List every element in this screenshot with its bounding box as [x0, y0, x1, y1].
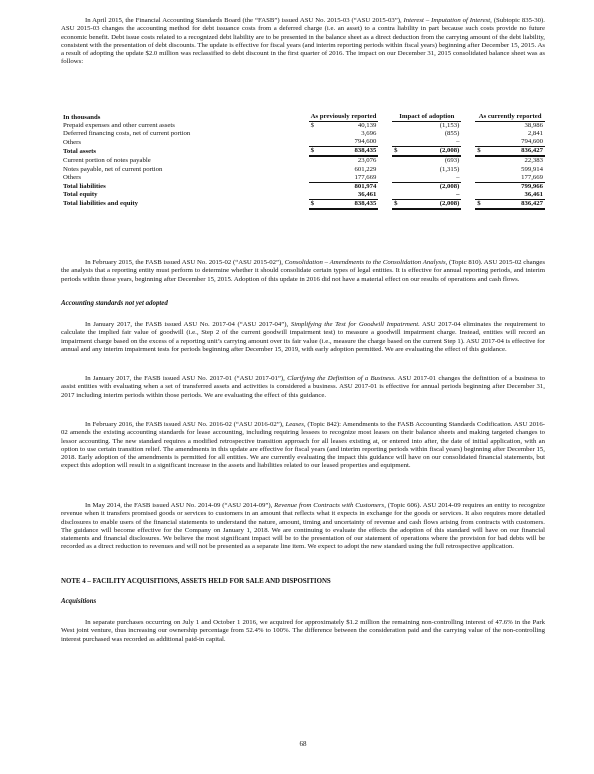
spacer: [461, 191, 475, 200]
text: ASU 2017-04 eliminates the requirement to calculate the implied fair value of goodwill (i.e., Step 2 of the current goodwill impairment test) to measure a goodwill impairment charge. Instead, entities will record an impairment charge based on the excess of a reporting unit’s carrying amount over its fair value (i.e., measure the charge based on the current Step 1). ASU 2017-04 is effective for annual and any interim impairment tests for periods beginning after December 15, 2019, with early adoption permitted. We are evaluating the effect of this guidance.: [61, 321, 545, 353]
row-label: Total liabilities and equity: [63, 200, 138, 208]
currency-symbol: $: [392, 147, 403, 157]
currency-symbol: [475, 191, 486, 200]
cell-value: 836,427: [486, 147, 545, 157]
spacer: [461, 122, 475, 131]
cell-value: 3,696: [361, 130, 377, 138]
row-label: Prepaid expenses and other current assets: [63, 121, 175, 129]
section-asu-2017-04: [61, 321, 545, 354]
table-row: [61, 147, 545, 157]
currency-symbol: [392, 130, 403, 138]
section-asu-2014-09: [61, 502, 545, 552]
spacer: [378, 191, 392, 200]
cell-value: 38,986: [524, 122, 543, 130]
spacer: [378, 156, 392, 165]
spacer: [378, 166, 392, 174]
col-header-previously: As previously reported: [309, 113, 379, 122]
table-row: [61, 122, 545, 131]
currency-symbol: [392, 166, 403, 174]
currency-symbol: [392, 122, 403, 131]
spacer: [378, 138, 392, 147]
table-row: [61, 199, 545, 209]
cell-value: 23,076: [357, 157, 377, 165]
cell-value: 599,914: [521, 165, 543, 173]
cell-value: (855): [444, 130, 460, 138]
currency-symbol: [475, 174, 486, 183]
paragraph-asu-2015-03: [61, 17, 545, 67]
cell-value: 799,966: [486, 182, 545, 191]
cell-value: –: [403, 191, 461, 200]
text: In January 2017, the FASB issued ASU No. 2017-01 (“ASU 2017-01”),: [85, 375, 288, 382]
cell-value: 836,427: [486, 199, 545, 209]
currency-symbol: [309, 156, 320, 165]
currency-symbol: [309, 174, 320, 183]
paragraph-asu-2014-09: [61, 502, 545, 552]
text: In February 2015, the FASB issued ASU No. 2015-02 (“ASU 2015-02”),: [85, 259, 285, 266]
currency-symbol: $: [310, 122, 314, 130]
col-header-currently: As currently reported: [475, 113, 545, 122]
row-label: Notes payable, net of current portion: [63, 165, 163, 173]
col-header-impact: Impact of adoption: [392, 113, 461, 122]
cell-value: (2,008): [403, 147, 461, 157]
cell-value: (693): [444, 157, 460, 165]
cell-value: 36,461: [320, 191, 379, 200]
cell-value: 794,600: [486, 138, 545, 147]
section-asu-2016-02: [61, 421, 545, 471]
spacer: [378, 122, 392, 131]
section-asu-2017-01: [61, 375, 545, 400]
cell-value: (2,008): [403, 199, 461, 209]
table-row: [61, 191, 545, 200]
cell-value: (1,153): [439, 122, 460, 130]
text: (Topic 810). ASU 2015-02 changes the analysis that a reporting entity must perform to determine whether it should consolidate certain types of legal entities. It is effective for annual reporting periods, and interim periods within those years, beginning after December 15, 2015. Adoption of this update in 2016 did not have a material effect on our results of operations and cash flows.: [61, 259, 545, 283]
italic-title: Consolidation – Amendments to the Consolidation Analysis,: [284, 259, 448, 266]
currency-symbol: [475, 182, 486, 191]
paragraph-asu-2017-04: [61, 321, 545, 354]
spacer: [461, 174, 475, 183]
table-row: [61, 156, 545, 165]
spacer: [461, 147, 475, 157]
spacer: [378, 130, 392, 138]
cell-value: 40,139: [357, 122, 377, 130]
paragraph-asu-2016-02: [61, 421, 545, 471]
row-label: Others: [63, 173, 81, 181]
row-label: Current portion of notes payable: [63, 156, 151, 164]
italic-title: Leases,: [285, 421, 306, 428]
spacer: [461, 156, 475, 165]
table-header-row: [61, 113, 545, 122]
text: , (Subtopic 835-30). ASU 2015-03 changes the accounting method for debt issuance costs from a deferred charge (i.e. an asset) to a contra liability in part because such costs provide no future economic benefit. Debt issue costs related to a recognized debt liability are to be presented in the balance sheet as a direct deduction from the carrying amount of the debt liability, consistent with the presentation of debt discounts. The update is effective for fiscal years (and interim reporting periods within fiscal years) beginning after December 15, 2015. As a result of adopting the update $2.0 million was reclassified to debt discount in the first quarter of 2016. The impact on our December 31, 2015 consolidated balance sheet was as follows:: [61, 17, 545, 66]
cell-value: 838,435: [320, 199, 379, 209]
currency-symbol: [392, 191, 403, 200]
row-label: Deferred financing costs, net of current portion: [63, 130, 191, 138]
spacer: [461, 182, 475, 191]
text: (Topic 842): Amendments to the FASB Accounting Standards Codification. ASU 2016-02 amends the existing accounting standards for lease accounting, including requiring lessees to recognize most leases on their balance sheets and making targeted changes to lessor accounting. The new standard requires a modified retrospective transition approach for all leases existing at, or entered into after, the date of initial application, with an option to use certain transition relief. The amendments in this update are effective for fiscal years (and interim reporting periods within fiscal years) beginning after December 15, 2018. Early adoption of the amendments is permitted for all entities. We are currently evaluating the impact this guidance will have on our consolidated financial statements, but expect this adoption will result in a significant increase in the assets and liabilities related to our leased properties and equipment.: [61, 421, 545, 470]
section-asu-2015-02: [61, 259, 545, 284]
spacer: [378, 182, 392, 191]
col-header-label: In thousands: [63, 113, 101, 121]
section-heading: Accounting standards not yet adopted: [61, 300, 168, 307]
currency-symbol: [309, 130, 320, 138]
text: In May 2014, the FASB issued ASU No. 2014-09 (“ASU 2014-09”),: [85, 502, 275, 509]
spacer: [378, 147, 392, 157]
cell-value: 22,383: [524, 157, 543, 165]
row-label: Total equity: [63, 191, 98, 199]
currency-symbol: [475, 130, 486, 138]
paragraph-asu-2015-02: [61, 259, 545, 284]
currency-symbol: [475, 166, 486, 174]
italic-title: Interest – Imputation of Interest: [403, 17, 491, 24]
currency-symbol: [309, 182, 320, 191]
currency-symbol: $: [475, 199, 486, 209]
text: In January 2017, the FASB issued ASU No. 2017-04 (“ASU 2017-04”),: [85, 321, 291, 328]
table-row: [61, 138, 545, 147]
heading-not-adopted: [61, 300, 545, 308]
table-row: [61, 174, 545, 183]
spacer: [461, 138, 475, 147]
row-label: Total assets: [63, 147, 96, 155]
currency-symbol: $: [309, 199, 320, 209]
text: In April 2015, the Financial Accounting Standards Board (the “FASB”) issued ASU No. 2015-03 (“ASU 2015-03”),: [85, 17, 404, 24]
currency-symbol: [392, 138, 403, 147]
currency-symbol: [475, 156, 486, 165]
currency-symbol: [475, 122, 486, 131]
paragraph-asu-2017-01: [61, 375, 545, 400]
text: , (Topic 606). ASU 2014-09 requires an entity to recognize revenue when it transfers promised goods or services to customers in an amount that reflects what it expects in exchange for the goods or services. It also requires more detailed disclosures to enable users of the financial statements to understand the nature, amount, timing and uncertainty of revenue and cash flows arising from contracts with customers. The guidance will become effective for the Company on January 1, 2018. We are continuing to evaluate the effects the adoption of this standard will have on our financial statements and financial disclosures. We believe the most significant impact will be to the presentation of our statement of operations where the provision for bad debts will be recorded as a direct reduction to revenues and will not be presented as a separate line item. We expect to adopt the new standard using the full retrospective application.: [61, 502, 545, 551]
table-row: [61, 182, 545, 191]
italic-title: Simplifying the Test for Goodwill Impairment.: [290, 321, 420, 328]
currency-symbol: [309, 191, 320, 200]
cell-value: 601,229: [354, 165, 377, 173]
text: ASU 2017-01 changes the definition of a business to assist entities with evaluating when a set of transferred assets and activities is considered a business. ASU 2017-01 is effective for annual periods beginning after December 31, 2017 including interim periods within those periods. We are evaluating the effect of this guidance.: [61, 375, 545, 399]
section-acquisitions: [61, 619, 545, 644]
paragraph-acquisitions: In separate purchases occurring on July 1 and October 1 2016, we acquired for approximately $1.2 million the remaining non-controlling interest of 47.6% in the Park West joint venture, thus increasing our ownership percentage from 52.4% to 100%. The difference between the consideration paid and the carrying value of the non-controlling interest purchased was recorded as additional paid-in capital.: [61, 619, 545, 643]
cell-value: 838,435: [320, 147, 379, 157]
page-number: 68: [299, 740, 307, 748]
cell-value: 794,600: [320, 138, 379, 147]
row-label: Others: [63, 138, 81, 146]
spacer: [378, 174, 392, 183]
section-heading: Acquisitions: [61, 598, 97, 605]
cell-value: 801,974: [320, 182, 379, 191]
cell-value: –: [403, 174, 461, 183]
currency-symbol: [392, 174, 403, 183]
section-heading: NOTE 4 – FACILITY ACQUISITIONS, ASSETS HELD FOR SALE AND DISPOSITIONS: [61, 578, 331, 585]
italic-title: Clarifying the Definition of a Business.: [287, 375, 396, 382]
text: In February 2016, the FASB issued ASU No. 2016-02 (“ASU 2016-02”),: [85, 421, 286, 428]
cell-value: (2,008): [403, 182, 461, 191]
acquisitions-heading: [61, 598, 545, 606]
balance-sheet-impact-table: [61, 113, 545, 210]
currency-symbol: [309, 138, 320, 147]
currency-symbol: $: [392, 199, 403, 209]
spacer: [378, 199, 392, 209]
italic-title: Revenue from Contracts with Customers: [274, 502, 385, 509]
currency-symbol: $: [309, 147, 320, 157]
row-label: Total liabilities: [63, 182, 106, 190]
cell-value: 2,841: [527, 130, 543, 138]
table-row: [61, 130, 545, 138]
currency-symbol: [392, 156, 403, 165]
cell-value: –: [403, 138, 461, 147]
cell-value: 177,669: [320, 174, 379, 183]
cell-value: 177,669: [486, 174, 545, 183]
spacer: [461, 199, 475, 209]
note-4-heading: [61, 578, 545, 586]
currency-symbol: [392, 182, 403, 191]
table-row: [61, 166, 545, 174]
cell-value: 36,461: [486, 191, 545, 200]
currency-symbol: [309, 166, 320, 174]
spacer: [461, 130, 475, 138]
cell-value: (1,315): [439, 165, 460, 173]
currency-symbol: $: [475, 147, 486, 157]
spacer: [461, 166, 475, 174]
currency-symbol: [475, 138, 486, 147]
